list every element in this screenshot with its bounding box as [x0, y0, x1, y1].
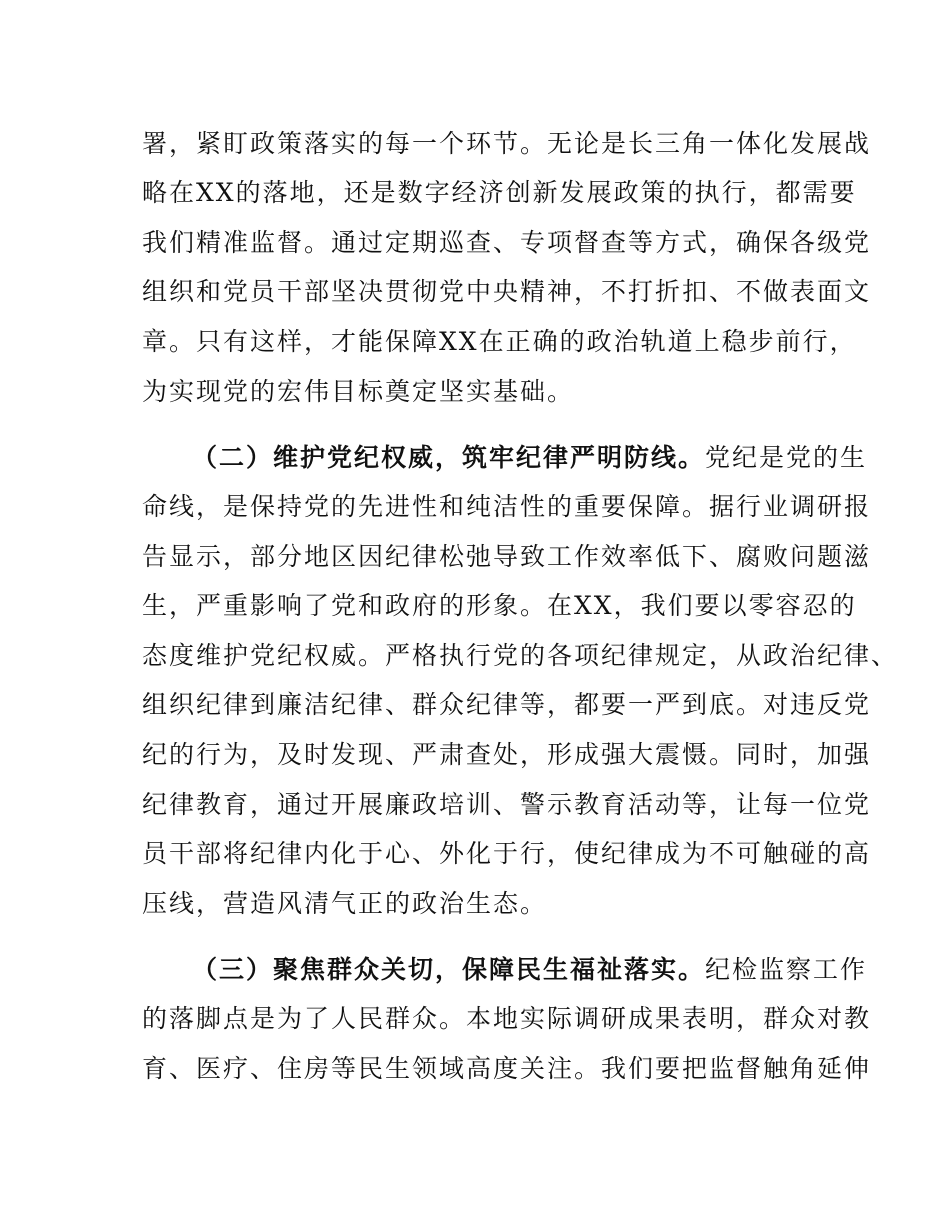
paragraph-line: 压线，营造风清气正的政治生态。	[142, 889, 548, 918]
paragraph-line: 我们精准监督。通过定期巡查、专项督查等方式，确保各级党	[142, 228, 872, 257]
paragraph-line: 告显示，部分地区因纪律松弛导致工作效率低下、腐败问题滋	[142, 542, 872, 571]
paragraph-line: 略在XX的落地，还是数字经济创新发展政策的执行，都需要	[142, 178, 857, 207]
paragraph-line: 组织和党员干部坚决贯彻党中央精神，不打折扣、不做表面文	[142, 277, 872, 306]
paragraph-line: 纪的行为，及时发现、严肃查处，形成强大震慑。同时，加强	[142, 740, 872, 769]
paragraph-line: 员干部将纪律内化于心、外化于行，使纪律成为不可触碰的高	[142, 839, 872, 868]
paragraph-line: 育、医疗、住房等民生领域高度关注。我们要把监督触角延伸	[142, 1054, 872, 1083]
paragraph-line: 章。只有这样，才能保障XX在正确的政治轨道上稳步前行，	[142, 327, 857, 356]
section-2-first-line	[192, 438, 867, 478]
section-3-first-line-text: 纪检监察工作	[705, 955, 868, 984]
section-3-first-line	[192, 950, 867, 990]
paragraph-line: 的落脚点是为了人民群众。本地实际调研成果表明，群众对教	[142, 1004, 872, 1033]
paragraph-line: 态度维护党纪权威。严格执行党的各项纪律规定，从政治纪律、	[142, 641, 899, 670]
section-2-heading: （二）维护党纪权威，筑牢纪律严明防线。	[192, 443, 706, 472]
section-2-first-line-text: 党纪是党的生	[705, 443, 868, 472]
paragraph-line: 署，紧盯政策落实的每一个环节。无论是长三角一体化发展战	[142, 129, 872, 158]
paragraph-line: 命线，是保持党的先进性和纯洁性的重要保障。据行业调研报	[142, 492, 872, 521]
section-3-heading: （三）聚焦群众关切，保障民生福祉落实。	[192, 955, 706, 984]
paragraph-line: 生，严重影响了党和政府的形象。在XX，我们要以零容忍的	[142, 591, 857, 620]
paragraph-line: 为实现党的宏伟目标奠定坚实基础。	[142, 377, 575, 406]
paragraph-line: 组织纪律到廉洁纪律、群众纪律等，都要一严到底。对违反党	[142, 690, 872, 719]
paragraph-line: 纪律教育，通过开展廉政培训、警示教育活动等，让每一位党	[142, 790, 872, 819]
